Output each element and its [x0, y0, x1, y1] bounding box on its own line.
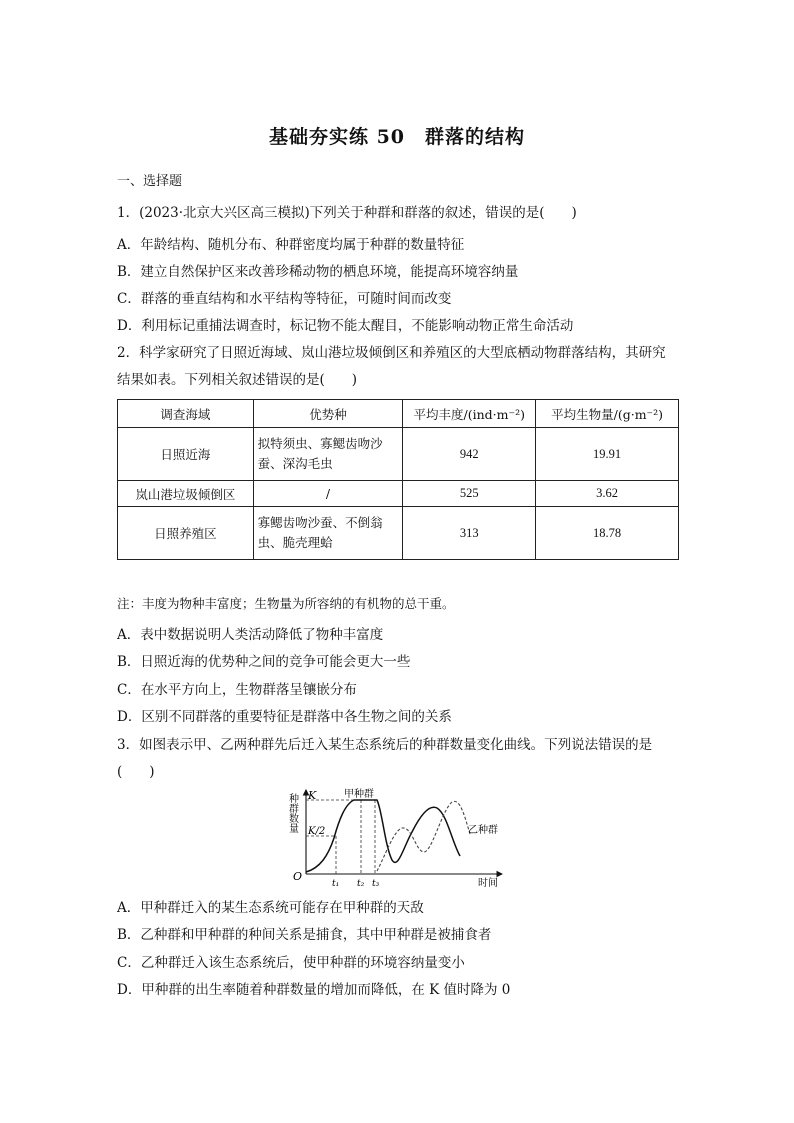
table-cell-abundance: 525 — [403, 481, 536, 507]
q3-option-b: B．乙种群和甲种群的种间关系是捕食，其中甲种群是被捕食者 — [117, 927, 492, 943]
table-header: 平均丰度/(ind·m⁻²) — [403, 400, 536, 428]
origin-label: O — [293, 870, 303, 883]
section-heading: 一、选择题 — [117, 174, 183, 189]
table-cell-biomass: 3.62 — [536, 481, 679, 507]
table-row — [118, 428, 679, 481]
q2-stem-line2: 结果如表。下列相关叙述错误的是( ) — [117, 372, 358, 388]
table-cell-dominant: 寡鳃齿吻沙蚕、不倒翁虫、脆壳理蛤 — [253, 507, 403, 560]
population-curve-figure — [282, 786, 512, 892]
q1-option-d: D．利用标记重捕法调查时，标记物不能太醒目，不能影响动物正常生命活动 — [117, 318, 574, 334]
series-b-curve — [377, 801, 470, 871]
table-cell-abundance: 942 — [403, 428, 536, 481]
survey-table — [117, 399, 679, 560]
table-cell-biomass: 18.78 — [536, 507, 679, 560]
page-title: 基础夯实练 50 群落的结构 — [268, 126, 526, 148]
table-row — [118, 481, 679, 507]
table-cell-biomass: 19.91 — [536, 428, 679, 481]
table-header: 优势种 — [253, 400, 403, 428]
q3-option-a: A．甲种群迁入的某生态系统可能存在甲种群的天敌 — [117, 900, 424, 916]
q3-option-c: C．乙种群迁入该生态系统后，使甲种群的环境容纳量变小 — [117, 955, 465, 971]
t1-label: t₁ — [332, 879, 340, 889]
k-half-label: K/2 — [308, 826, 326, 837]
table-cell-area: 日照近海 — [118, 428, 254, 481]
table-cell-abundance: 313 — [403, 507, 536, 560]
q3-option-d: D．甲种群的出生率随着种群数量的增加而降低，在 K 值时降为 0 — [117, 982, 511, 998]
q2-option-b: B．日照近海的优势种之间的竞争可能会更大一些 — [117, 654, 411, 670]
series-a-label: 甲种群 — [344, 789, 374, 800]
series-b-label: 乙种群 — [468, 825, 498, 836]
q2-option-c: C．在水平方向上，生物群落呈镶嵌分布 — [117, 682, 357, 698]
table-cell-area: 岚山港垃圾倾倒区 — [118, 481, 254, 507]
y-axis-label: 种群数量 — [286, 793, 298, 833]
table-note: 注：丰度为物种丰富度；生物量为所容纳的有机物的总干重。 — [117, 596, 455, 611]
q1-option-a: A．年龄结构、随机分布、种群密度均属于种群的数量特征 — [117, 237, 465, 253]
table-row — [118, 507, 679, 560]
t3-label: t₃ — [372, 879, 380, 889]
k-label: K — [308, 789, 317, 802]
q1-option-c: C．群落的垂直结构和水平结构等特征，可随时间而改变 — [117, 291, 452, 307]
q2-option-d: D．区别不同群落的重要特征是群落中各生物之间的关系 — [117, 709, 452, 725]
series-a-curve — [306, 800, 460, 872]
table-header: 平均生物量/(g·m⁻²) — [536, 400, 679, 428]
q2-option-a: A．表中数据说明人类活动降低了物种丰富度 — [117, 627, 384, 643]
table-cell-area: 日照养殖区 — [118, 507, 254, 560]
q3-stem-line2: ( ) — [117, 764, 155, 780]
q1-option-b: B．建立自然保护区来改善珍稀动物的栖息环境，能提高环境容纳量 — [117, 264, 519, 280]
table-cell-dominant: 拟特须虫、寡鳃齿吻沙蚕、深沟毛虫 — [253, 428, 403, 481]
table-cell-dominant: / — [253, 481, 403, 507]
x-axis-label: 时间 — [478, 878, 498, 889]
q1-stem: 1．(2023·北京大兴区高三模拟)下列关于种群和群落的叙述，错误的是( ) — [117, 205, 577, 221]
table-header-row — [118, 400, 679, 428]
table-header: 调查海域 — [118, 400, 254, 428]
q2-stem-line1: 2．科学家研究了日照近海域、岚山港垃圾倾倒区和养殖区的大型底栖动物群落结构，其研究 — [117, 345, 666, 361]
t2-label: t₂ — [357, 879, 365, 889]
q3-stem-line1: 3．如图表示甲、乙两种群先后迁入某生态系统后的种群数量变化曲线。下列说法错误的是 — [117, 737, 653, 753]
